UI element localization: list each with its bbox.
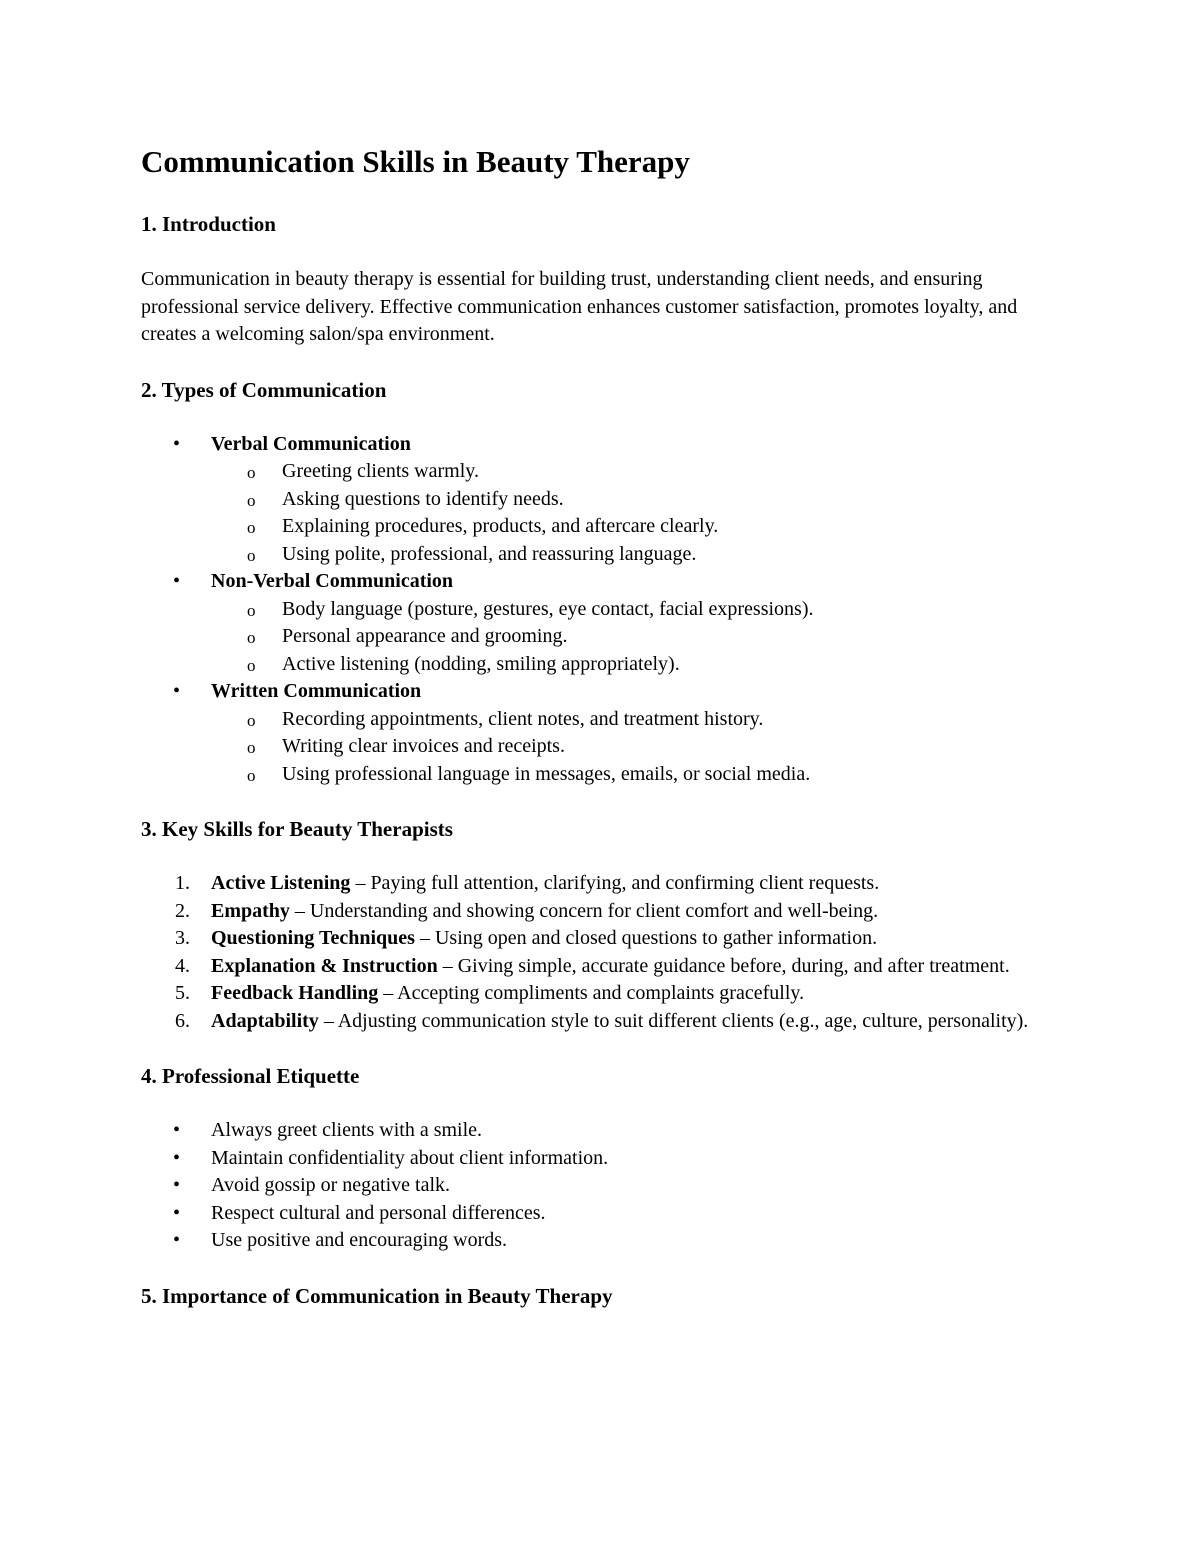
document-page — [141, 138, 1071, 1310]
type-label: Written Communication — [211, 680, 422, 702]
introduction-paragraph: Communication in beauty therapy is essential for building trust, understanding client needs, and ensuring professional service delivery. Effective communication enhances customer satisfaction, promotes loyalty, and creates a welcoming salon/spa environment. — [141, 268, 1018, 345]
bullet-icon: • — [173, 1229, 181, 1251]
bullet-icon: • — [173, 680, 181, 702]
list-item — [141, 1200, 1071, 1228]
item-number: 1. — [175, 872, 190, 894]
item-text: Avoid gossip or negative talk. — [211, 1174, 451, 1196]
skill-description: – Paying full attention, clarifying, and confirming client requests. — [350, 872, 880, 894]
sub-list — [211, 706, 1071, 789]
item-number: 3. — [175, 927, 190, 949]
circle-bullet-icon: o — [247, 518, 256, 537]
list-item — [141, 1117, 1071, 1145]
item-number: 5. — [175, 982, 190, 1004]
etiquette-list — [141, 1117, 1071, 1255]
skill-description: – Giving simple, accurate guidance before, during, and after treatment. — [437, 954, 1010, 977]
list-item — [141, 568, 1071, 678]
item-text: Personal appearance and grooming. — [282, 625, 568, 647]
list-item — [141, 431, 1071, 569]
list-item — [141, 1145, 1071, 1173]
circle-bullet-icon: o — [247, 765, 256, 785]
list-item — [211, 596, 1071, 624]
communication-types-list — [141, 431, 1071, 789]
skill-description: – Understanding and showing concern for client comfort and well-being. — [289, 899, 879, 922]
skill-term: Active Listening — [211, 872, 351, 894]
list-item — [211, 651, 1071, 679]
circle-bullet-icon: o — [247, 490, 256, 510]
item-text: Using professional language in messages, emails, or social media. — [282, 762, 811, 785]
section-heading-etiquette: 4. Professional Etiquette — [141, 1064, 360, 1088]
circle-bullet-icon: o — [247, 738, 256, 757]
list-item — [211, 761, 1071, 789]
skill-description: – Accepting compliments and complaints gracefully. — [378, 982, 805, 1004]
skill-term: Questioning Techniques — [211, 927, 415, 949]
list-item — [211, 486, 1071, 514]
item-text: Body language (posture, gestures, eye contact, facial expressions). — [282, 597, 814, 620]
item-text: Always greet clients with a smile. — [211, 1119, 483, 1141]
list-item — [141, 678, 1071, 788]
skill-term: Adaptability — [211, 1009, 319, 1032]
circle-bullet-icon: o — [247, 463, 256, 482]
list-item — [211, 513, 1071, 541]
bullet-icon: • — [173, 1146, 181, 1169]
bullet-icon: • — [173, 1201, 181, 1224]
section-heading-types: 2. Types of Communication — [141, 377, 387, 402]
item-text: Explaining procedures, products, and aftercare clearly. — [282, 515, 719, 537]
list-item — [211, 733, 1071, 761]
list-item — [211, 706, 1071, 734]
skill-description: – Adjusting communication style to suit different clients (e.g., age, culture, personality). — [318, 1009, 1029, 1032]
circle-bullet-icon: o — [247, 628, 256, 647]
bullet-icon: • — [173, 432, 181, 455]
section-heading-introduction: 1. Introduction — [141, 212, 276, 236]
list-item — [211, 458, 1071, 486]
list-item — [141, 980, 1071, 1008]
circle-bullet-icon: o — [247, 710, 256, 730]
circle-bullet-icon: o — [247, 545, 256, 565]
item-text: Use positive and encouraging words. — [211, 1229, 508, 1251]
item-number: 6. — [175, 1009, 190, 1032]
item-text: Greeting clients warmly. — [282, 460, 479, 482]
item-number: 4. — [175, 954, 190, 977]
circle-bullet-icon: o — [247, 600, 256, 620]
sub-list — [211, 596, 1071, 679]
section-heading-skills: 3. Key Skills for Beauty Therapists — [141, 817, 453, 841]
list-item — [141, 870, 1071, 898]
item-text: Maintain confidentiality about client information. — [211, 1146, 609, 1169]
document-title: Communication Skills in Beauty Therapy — [141, 144, 690, 179]
list-item — [141, 898, 1071, 926]
sub-list — [211, 458, 1071, 568]
type-label: Verbal Communication — [211, 432, 411, 455]
skill-term: Explanation & Instruction — [211, 954, 438, 977]
list-item — [211, 623, 1071, 651]
type-label: Non-Verbal Communication — [211, 570, 454, 592]
item-number: 2. — [175, 899, 190, 922]
section-heading-importance: 5. Importance of Communication in Beauty Therapy — [141, 1283, 613, 1308]
list-item — [141, 925, 1071, 953]
skill-description: – Using open and closed questions to gather information. — [414, 927, 878, 949]
list-item — [141, 1008, 1071, 1036]
list-item — [211, 541, 1071, 569]
item-text: Asking questions to identify needs. — [282, 487, 564, 510]
bullet-icon: • — [173, 1174, 181, 1196]
bullet-icon: • — [173, 1119, 181, 1141]
bullet-icon: • — [173, 570, 181, 592]
circle-bullet-icon: o — [247, 655, 256, 675]
item-text: Active listening (nodding, smiling appropriately). — [282, 652, 680, 675]
item-text: Writing clear invoices and receipts. — [282, 735, 565, 757]
item-text: Recording appointments, client notes, and treatment history. — [282, 707, 764, 730]
item-text: Using polite, professional, and reassuring language. — [282, 542, 697, 565]
item-text: Respect cultural and personal differences. — [211, 1201, 546, 1224]
list-item — [141, 953, 1071, 981]
skill-term: Feedback Handling — [211, 982, 379, 1004]
skill-term: Empathy — [211, 899, 290, 922]
key-skills-list — [141, 870, 1071, 1035]
list-item — [141, 1172, 1071, 1200]
list-item — [141, 1227, 1071, 1255]
